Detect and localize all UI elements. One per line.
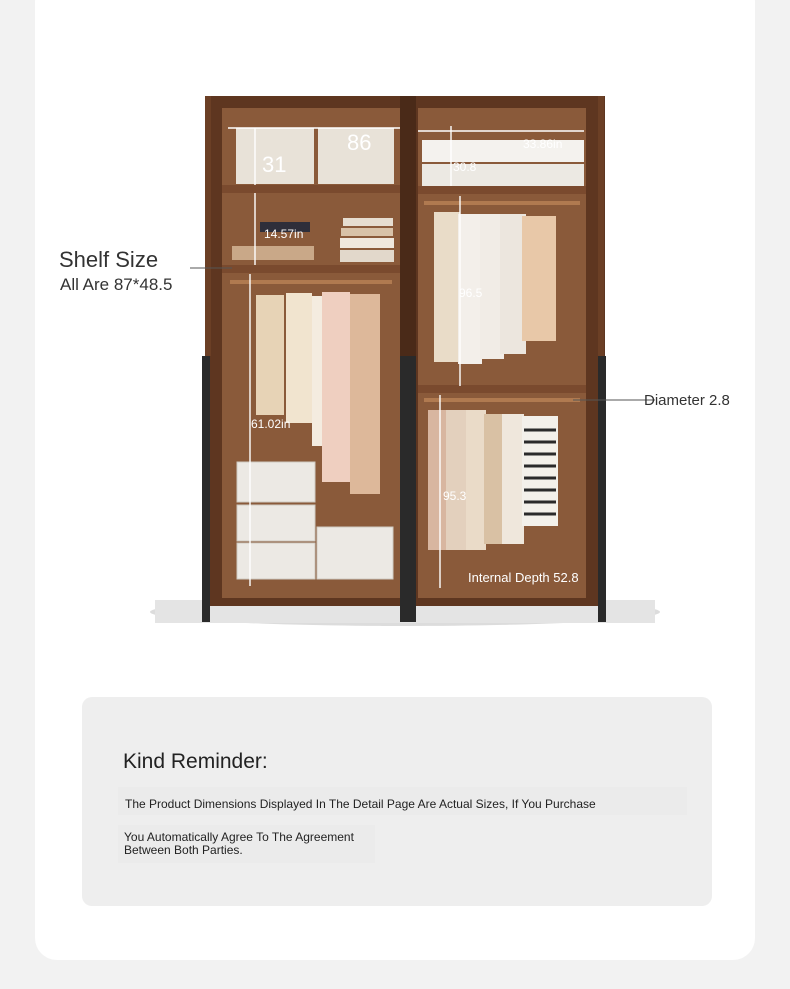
reminder-title: Kind Reminder: xyxy=(123,750,268,773)
center-door-edges xyxy=(400,356,416,622)
lower-coat-3 xyxy=(466,410,486,550)
lower-coat-5 xyxy=(502,414,524,544)
lower-coat-1 xyxy=(428,410,448,550)
right-shelf-middle xyxy=(418,385,586,393)
dim-left-hanging: 61.02in xyxy=(251,417,291,431)
lower-coat-2 xyxy=(446,410,468,550)
right-lower-rail xyxy=(424,398,580,402)
folded-clothes-2 xyxy=(341,228,393,236)
shelf-size-title: Shelf Size xyxy=(59,247,159,272)
right-door-top xyxy=(598,96,604,356)
kind-reminder-box xyxy=(82,697,712,906)
hanging-shirt-1 xyxy=(256,295,284,415)
lower-coat-4 xyxy=(484,414,504,544)
shelf-size-value: All Are 87*48.5 xyxy=(60,275,173,294)
upper-shirt-1 xyxy=(434,212,460,362)
right-door-edge xyxy=(598,356,606,622)
left-shelf-top xyxy=(222,185,400,193)
right-shelf-top xyxy=(418,186,586,194)
striped-shirt xyxy=(522,416,558,526)
dim-right-width: 33.86in xyxy=(523,137,563,151)
hanging-shirt-2 xyxy=(286,293,312,423)
dim-left-height-top: 31 xyxy=(262,152,287,177)
reminder-text-line2 xyxy=(118,825,375,863)
folded-duvet-2 xyxy=(422,164,584,186)
reminder-text-line2a: You Automatically Agree To The Agreement xyxy=(124,830,354,844)
reminder-text-line1: The Product Dimensions Displayed In The Detail Page Are Actual Sizes, If You Purchase xyxy=(118,787,687,815)
left-door-top xyxy=(205,96,211,356)
left-rail xyxy=(230,280,392,284)
folded-clothes-tan xyxy=(232,246,314,260)
upper-shirt-5 xyxy=(522,216,556,341)
hanging-coat-1 xyxy=(322,292,350,482)
internal-depth-label: Internal Depth 52.8 xyxy=(468,570,579,585)
plastic-drawer-4 xyxy=(317,527,393,579)
right-upper-rail xyxy=(424,201,580,205)
dim-left-shelf-gap: 14.57in xyxy=(264,227,304,241)
folded-clothes-4 xyxy=(340,250,394,262)
folded-clothes-1 xyxy=(343,218,393,226)
dim-right-height-top: 30.8 xyxy=(453,160,477,174)
dim-right-lower-hanging: 95.3 xyxy=(443,489,467,503)
folded-clothes-3 xyxy=(340,238,394,248)
plastic-drawer-3 xyxy=(237,543,315,579)
left-shelf-middle xyxy=(222,265,400,273)
plastic-drawer-2 xyxy=(237,505,315,541)
reminder-text-line2b: Between Both Parties. xyxy=(124,843,243,857)
dim-left-width: 86 xyxy=(347,130,372,155)
dim-right-upper-hanging: 96.5 xyxy=(459,286,483,300)
plastic-drawer-1 xyxy=(237,462,315,502)
hanging-coat-2 xyxy=(350,294,380,494)
left-door-edge xyxy=(202,356,210,622)
diameter-label: Diameter 2.8 xyxy=(644,392,730,409)
